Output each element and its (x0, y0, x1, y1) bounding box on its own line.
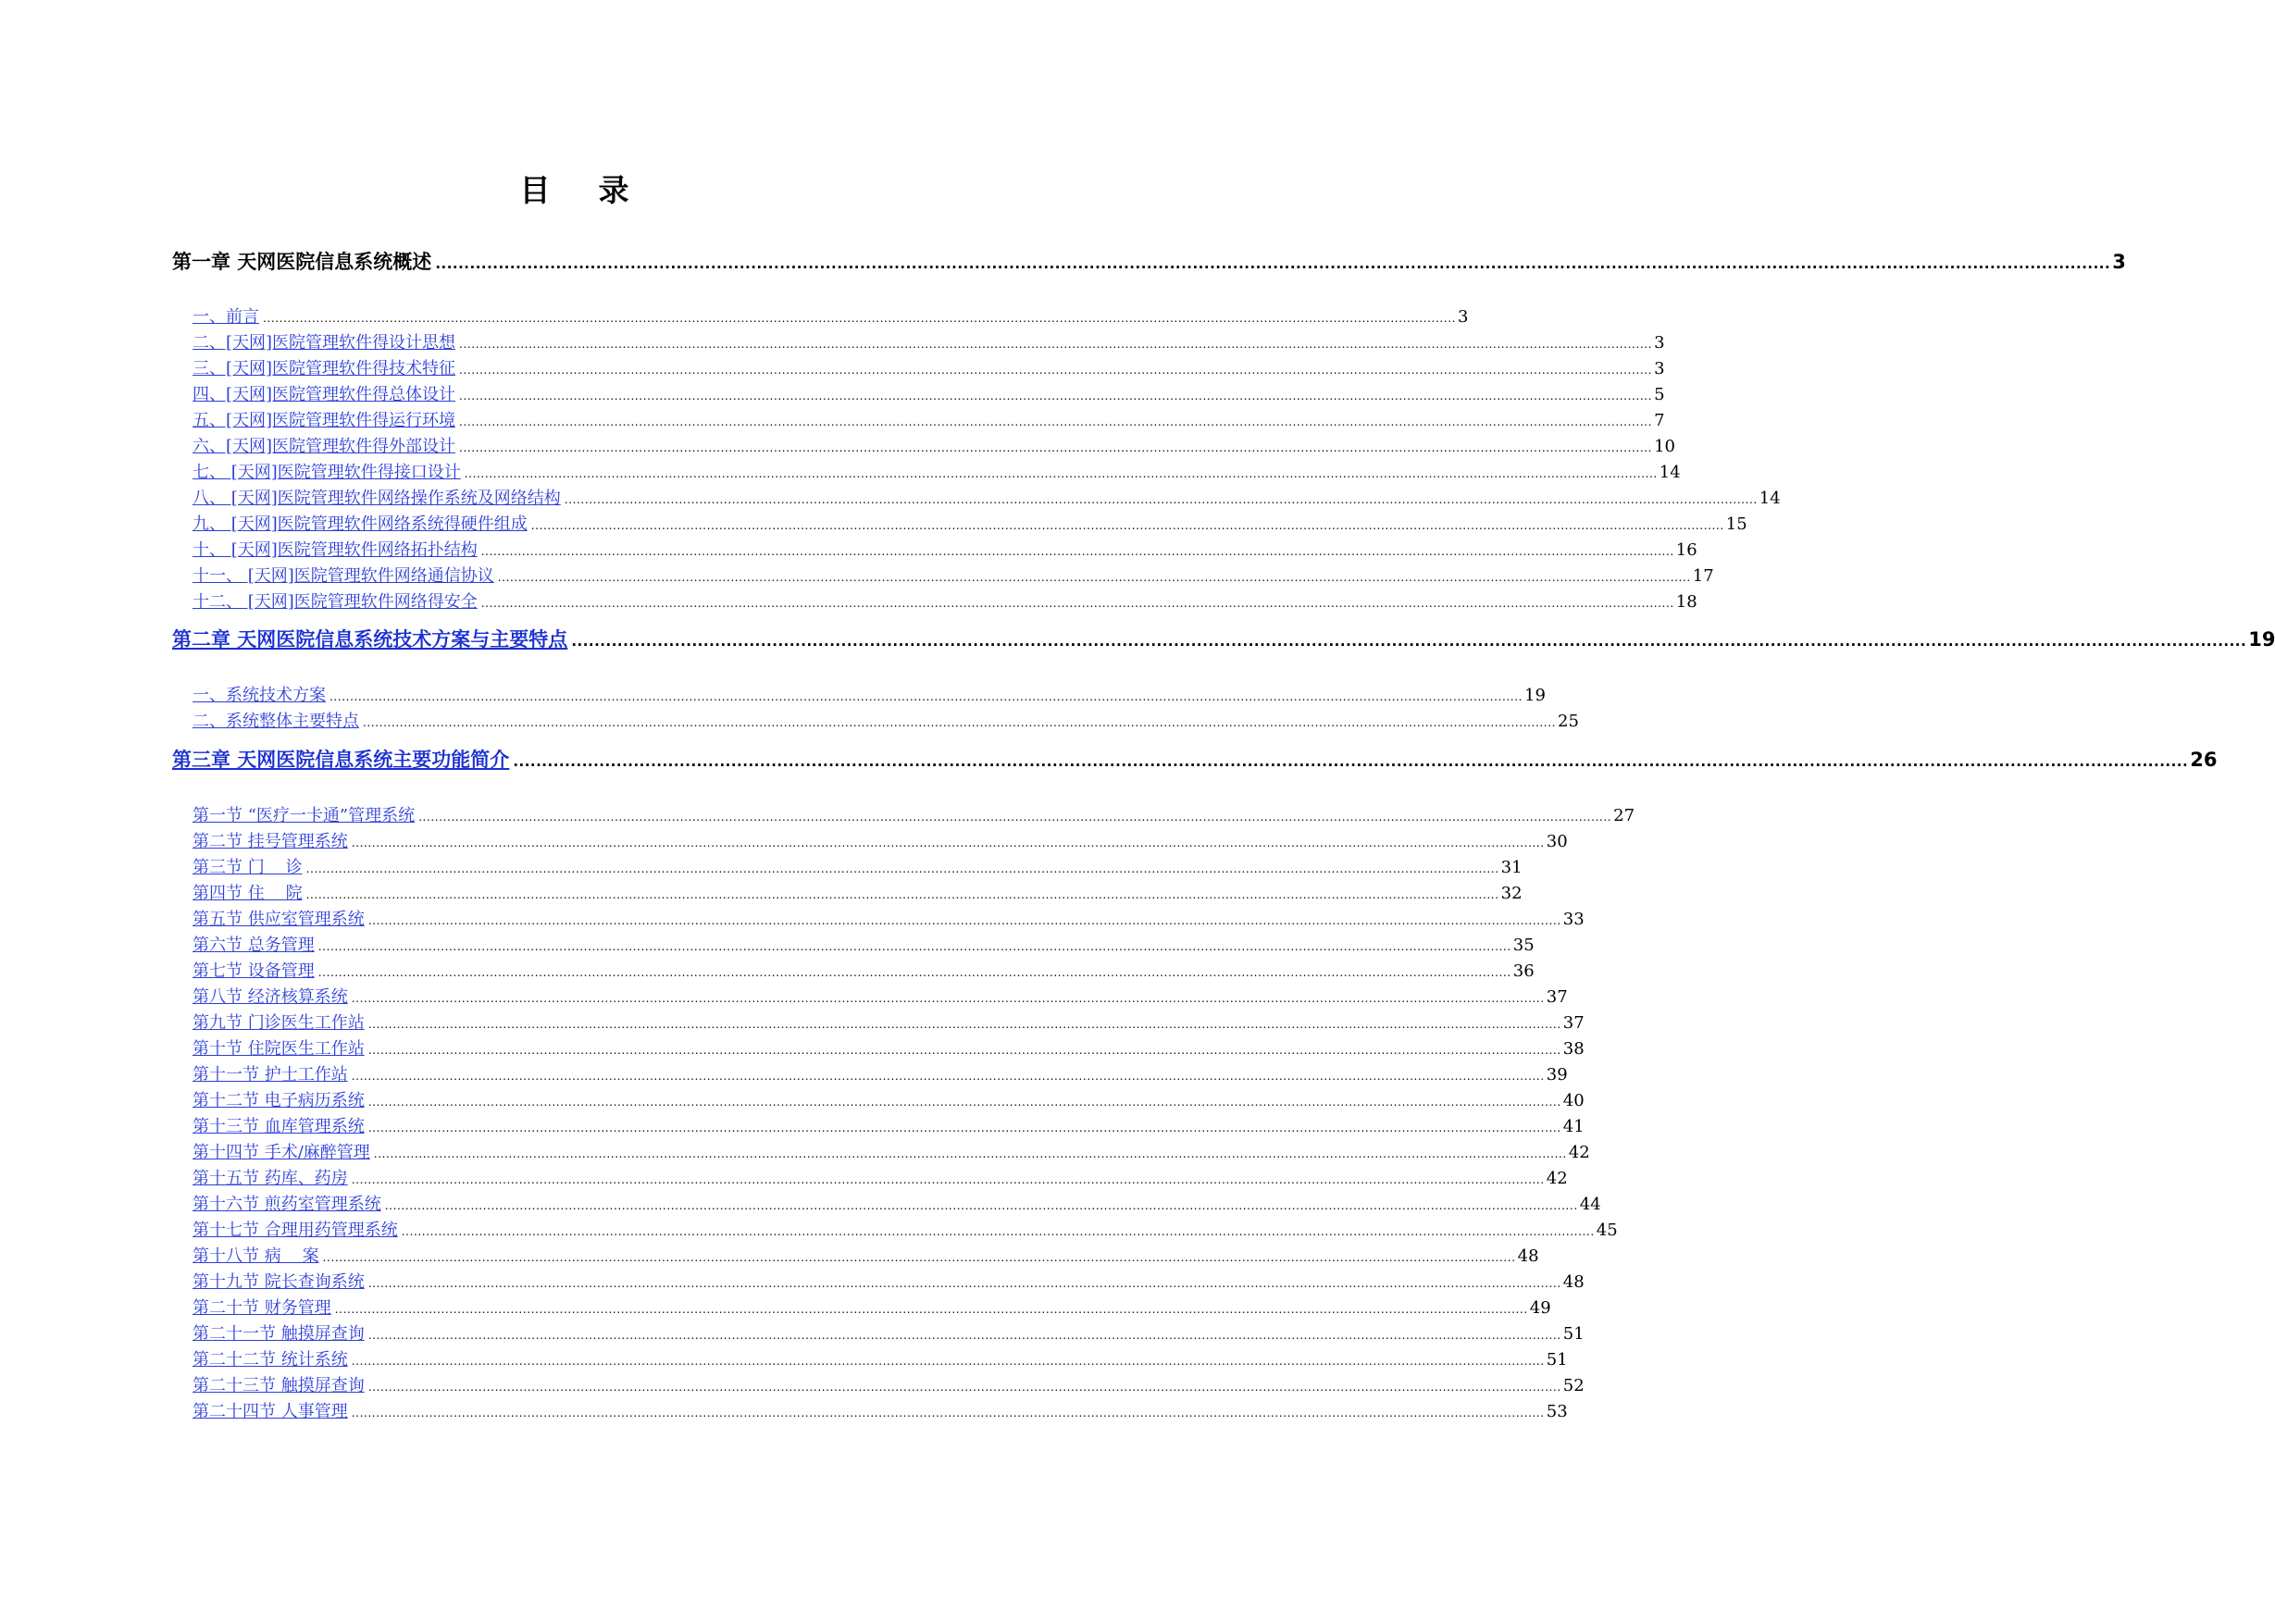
toc-chapter-3[interactable] (172, 745, 2218, 775)
dot-leader: .................................................................................................................................................................................................................................................................................................... (367, 1122, 1561, 1134)
page-number: 53 (1546, 1402, 1568, 1421)
page-number: 16 (1675, 540, 1697, 560)
page-number: 36 (1512, 961, 1535, 981)
toc-entry-link[interactable]: 六、[天网]医院管理软件得外部设计 (193, 437, 456, 456)
dot-leader: .................................................................................................................................................................................................................................................................................................... (418, 811, 1612, 824)
dot-leader: .................................................................................................................................................................................................................................................................................................... (497, 571, 1691, 584)
toc-entry-link[interactable]: 三、[天网]医院管理软件得技术特征 (193, 359, 456, 378)
toc-entry[interactable] (193, 1010, 1585, 1034)
page-number: 18 (1675, 592, 1697, 612)
toc-entry-link[interactable]: 第二十二节 统计系统 (193, 1350, 348, 1370)
toc-entry[interactable] (193, 932, 1535, 956)
page-number: 42 (1546, 1169, 1568, 1188)
dot-leader: .................................................................................................................................................................................................................................................................................................... (373, 1147, 1567, 1160)
toc-entry-link[interactable]: 第十一节 护士工作站 (193, 1065, 348, 1085)
dot-leader: .................................................................................................................................................................................................................................................................................................... (351, 837, 1545, 849)
toc-entry[interactable] (193, 1398, 1568, 1422)
toc-entry-link[interactable]: 第六节 总务管理 (193, 936, 315, 955)
toc-entry[interactable] (193, 1346, 1568, 1370)
toc-entry-link[interactable]: 第八节 经济核算系统 (193, 987, 348, 1007)
toc-entry-link[interactable]: 四、[天网]医院管理软件得总体设计 (193, 385, 456, 404)
dot-leader: .................................................................................................................................................................................................................................................................................................... (384, 1199, 1578, 1212)
dot-leader: .................................................................................................................................................................................................................................................................................................... (459, 415, 1653, 428)
dot-leader: .................................................................................................................................................................................................................................................................................................... (317, 940, 1511, 953)
toc-entry[interactable] (193, 563, 1714, 587)
toc-entry[interactable] (193, 880, 1523, 904)
page-number: 48 (1517, 1246, 1539, 1266)
toc-entry-link[interactable]: 第二十一节 触摸屏查询 (193, 1324, 365, 1344)
page-number: 51 (1562, 1324, 1585, 1344)
toc-entry-link[interactable]: 第十节 住院医生工作站 (193, 1039, 365, 1059)
toc-entry[interactable] (193, 1320, 1585, 1345)
dot-leader: .................................................................................................................................................................................................................................................................................................... (367, 914, 1561, 927)
dot-leader: .................................................................................................................................................................................................................................................................................................... (480, 545, 1674, 558)
toc-entry[interactable] (193, 304, 1469, 328)
toc-entry-link[interactable]: 第二十节 财务管理 (193, 1298, 331, 1318)
toc-entry[interactable] (193, 1035, 1585, 1060)
dot-leader: .................................................................................................................................................................................................................................................................................................... (367, 1277, 1561, 1290)
toc-entry[interactable] (193, 1087, 1585, 1111)
toc-entry[interactable] (193, 511, 1747, 535)
toc-entry-link[interactable]: 一、系统技术方案 (193, 686, 326, 705)
page-number: 51 (1546, 1350, 1568, 1370)
toc-chapter-2[interactable] (172, 625, 2275, 654)
page-number: 37 (1546, 987, 1568, 1007)
page-number: 15 (1725, 514, 1747, 534)
chapter-title[interactable]: 第二章 天网医院信息系统技术方案与主要特点 (172, 628, 568, 651)
dot-leader: .................................................................................................................................................................................................................................................................................................... (305, 888, 1499, 901)
toc-entry-link[interactable]: 第二十四节 人事管理 (193, 1402, 348, 1421)
title-char-1: 目 (519, 172, 551, 208)
toc-entry-link[interactable]: 第四节 住 院 (193, 884, 303, 903)
page-number: 19 (1524, 686, 1546, 705)
dot-leader: .................................................................................................................................................................................................................................................................................................... (334, 1303, 1528, 1316)
dot-leader: .................................................................................................................................................................................................................................................................................................... (322, 1251, 1516, 1264)
toc-entry-link[interactable]: 十二、 [天网]医院管理软件网络得安全 (193, 592, 478, 612)
dot-leader: .................................................................................................................................................................................................................................................................................................... (351, 992, 1545, 1005)
toc-entry[interactable] (193, 906, 1585, 930)
toc-entry[interactable] (193, 433, 1675, 457)
toc-entry-link[interactable]: 一、前言 (193, 307, 259, 327)
toc-entry[interactable] (193, 407, 1665, 431)
dot-leader: .................................................................................................................................................................................................................................................................................................... (367, 1096, 1561, 1109)
toc-entry-link[interactable]: 第十七节 合理用药管理系统 (193, 1221, 398, 1240)
page-number: 10 (1654, 437, 1675, 456)
toc-entry[interactable] (193, 1191, 1601, 1215)
page-number: 3 (1458, 307, 1469, 327)
toc-entry-link[interactable]: 第二十三节 触摸屏查询 (193, 1376, 365, 1395)
toc-entry[interactable] (193, 381, 1665, 405)
page-number: 40 (1562, 1091, 1585, 1110)
toc-entry-link[interactable]: 第二节 挂号管理系统 (193, 832, 348, 851)
page-number: 19 (2248, 628, 2275, 651)
toc-entry-link[interactable]: 第七节 设备管理 (193, 961, 315, 981)
toc-entry-link[interactable]: 第十四节 手术/麻醉管理 (193, 1143, 370, 1162)
dot-leader: .................................................................................................................................................................................................................................................................................................... (459, 338, 1653, 351)
dot-leader: .................................................................................................................................................................................................................................................................................................... (351, 1407, 1545, 1419)
toc-entry-link[interactable]: 第五节 供应室管理系统 (193, 910, 365, 929)
dot-leader: .................................................................................................................................................................................................................................................................................................... (459, 441, 1653, 454)
page-number: 33 (1562, 910, 1585, 929)
toc-entry-link[interactable]: 十、 [天网]医院管理软件网络拓扑结构 (193, 540, 478, 560)
page-number: 45 (1596, 1221, 1618, 1240)
toc-entry[interactable] (193, 802, 1635, 826)
page-number: 41 (1562, 1117, 1585, 1136)
toc-entry[interactable] (193, 329, 1665, 353)
page-number: 35 (1512, 936, 1535, 955)
toc-entry-link[interactable]: 第一节 “医疗一卡通”管理系统 (193, 806, 416, 825)
page-number: 52 (1562, 1376, 1585, 1395)
page-number: 27 (1613, 806, 1635, 825)
toc-entry[interactable] (193, 1372, 1585, 1396)
page-number: 25 (1558, 712, 1579, 731)
toc-entry[interactable] (193, 682, 1546, 706)
dot-leader: .................................................................................................................................................................................................................................................................................................... (459, 364, 1653, 377)
toc-entry[interactable] (193, 854, 1523, 878)
dot-leader: .................................................................................................................................................................................................................................................................................................... (363, 716, 1557, 729)
dot-leader: .................................................................................................................................................................................................................................................................................................... (530, 519, 1724, 532)
page-number: 14 (1759, 489, 1781, 508)
dot-leader: .................................................................................................................................................................................................................................................................................................... (459, 390, 1653, 403)
toc-entry[interactable] (193, 1061, 1568, 1085)
page-number: 37 (1562, 1013, 1585, 1033)
page-title (0, 167, 1149, 213)
page-number: 26 (2190, 749, 2218, 771)
toc-entry[interactable] (193, 589, 1697, 613)
page-number: 3 (1654, 333, 1665, 353)
dot-leader: .................................................................................................................................................................................................................................................................................................... (317, 966, 1511, 979)
toc-entry-link[interactable]: 第九节 门诊医生工作站 (193, 1013, 365, 1033)
page-number: 3 (1654, 359, 1665, 378)
toc-entry[interactable] (193, 1295, 1551, 1319)
toc-entry-link[interactable]: 第十三节 血库管理系统 (193, 1117, 365, 1136)
page-number: 7 (1654, 411, 1665, 430)
dot-leader: .................................................................................................................................................................................................................................................................................................... (351, 1173, 1545, 1186)
toc-entry-link[interactable]: 第十八节 病 案 (193, 1246, 319, 1266)
toc-entry[interactable] (193, 958, 1535, 982)
chapter-title: 第一章 天网医院信息系统概述 (172, 251, 432, 273)
page-number: 49 (1529, 1298, 1551, 1318)
dot-leader: .................................................................................................................................................................................................................................................................................................... (351, 1355, 1545, 1368)
dot-leader: .................................................................................................................................................................................................................................................................................................... (351, 1070, 1545, 1083)
toc-entry-link[interactable]: 七、 [天网]医院管理软件得接口设计 (193, 463, 461, 482)
page-number: 14 (1659, 463, 1681, 482)
toc-entry-link[interactable]: 第十九节 院长查询系统 (193, 1272, 365, 1292)
dot-leader: .................................................................................................................................................................................................................................................................................................... (367, 1018, 1561, 1031)
toc-entry[interactable] (193, 1139, 1590, 1163)
page-number: 48 (1562, 1272, 1585, 1292)
toc-entry[interactable] (193, 828, 1568, 852)
page-number: 39 (1546, 1065, 1568, 1085)
dot-leader: .................................................................................................................................................................................................................................................................................................... (571, 633, 2247, 650)
title-char-2: 录 (598, 172, 629, 208)
toc-entry[interactable] (193, 537, 1697, 561)
dot-leader: .................................................................................................................................................................................................................................................................................................... (367, 1044, 1561, 1057)
toc-entry[interactable] (193, 1165, 1568, 1189)
dot-leader: .................................................................................................................................................................................................................................................................................................... (329, 690, 1523, 703)
toc-entry[interactable] (193, 459, 1681, 483)
dot-leader: .................................................................................................................................................................................................................................................................................................... (367, 1329, 1561, 1342)
toc-entry[interactable] (193, 708, 1579, 732)
chapter-title[interactable]: 第三章 天网医院信息系统主要功能简介 (172, 749, 510, 771)
page-number: 3 (2112, 251, 2126, 273)
dot-leader: .................................................................................................................................................................................................................................................................................................... (564, 493, 1758, 506)
dot-leader: .................................................................................................................................................................................................................................................................................................... (401, 1225, 1595, 1238)
page-number: 5 (1654, 385, 1665, 404)
page-number: 31 (1500, 858, 1523, 877)
toc-entry-link[interactable]: 二、系统整体主要特点 (193, 712, 359, 731)
toc-entry-link[interactable]: 二、[天网]医院管理软件得设计思想 (193, 333, 456, 353)
dot-leader: .................................................................................................................................................................................................................................................................................................... (305, 862, 1499, 875)
page-number: 32 (1500, 884, 1523, 903)
dot-leader: .................................................................................................................................................................................................................................................................................................... (464, 467, 1658, 480)
toc-entry-link[interactable]: 八、 [天网]医院管理软件网络操作系统及网络结构 (193, 489, 561, 508)
dot-leader: .................................................................................................................................................................................................................................................................................................... (367, 1381, 1561, 1394)
dot-leader: .................................................................................................................................................................................................................................................................................................... (263, 312, 1457, 325)
toc-entry[interactable] (193, 1269, 1585, 1293)
toc-entry[interactable] (193, 984, 1568, 1008)
page-number: 38 (1562, 1039, 1585, 1059)
dot-leader: .................................................................................................................................................................................................................................................................................................... (480, 597, 1674, 610)
page-number: 30 (1546, 832, 1568, 851)
page-number: 42 (1568, 1143, 1590, 1162)
dot-leader: .................................................................................................................................................................................................................................................................................................... (513, 753, 2189, 770)
toc-entry[interactable] (193, 355, 1665, 379)
toc-entry[interactable] (193, 485, 1781, 509)
toc-entry-link[interactable]: 第十六节 煎药室管理系统 (193, 1195, 381, 1214)
toc-chapter-1[interactable] (172, 247, 2126, 277)
toc-entry[interactable] (193, 1113, 1585, 1137)
toc-entry[interactable] (193, 1243, 1539, 1267)
toc-entry-link[interactable]: 十一、 [天网]医院管理软件网络通信协议 (193, 566, 494, 586)
toc-entry-link[interactable]: 五、[天网]医院管理软件得运行环境 (193, 411, 456, 430)
toc-entry-link[interactable]: 第十五节 药库、药房 (193, 1169, 348, 1188)
page-number: 17 (1692, 566, 1714, 586)
toc-entry-link[interactable]: 九、 [天网]医院管理软件网络系统得硬件组成 (193, 514, 528, 534)
dot-leader: .................................................................................................................................................................................................................................................................................................... (435, 255, 2111, 272)
toc-entry-link[interactable]: 第十二节 电子病历系统 (193, 1091, 365, 1110)
toc-entry[interactable] (193, 1217, 1618, 1241)
page-number: 44 (1579, 1195, 1601, 1214)
toc-entry-link[interactable]: 第三节 门 诊 (193, 858, 303, 877)
